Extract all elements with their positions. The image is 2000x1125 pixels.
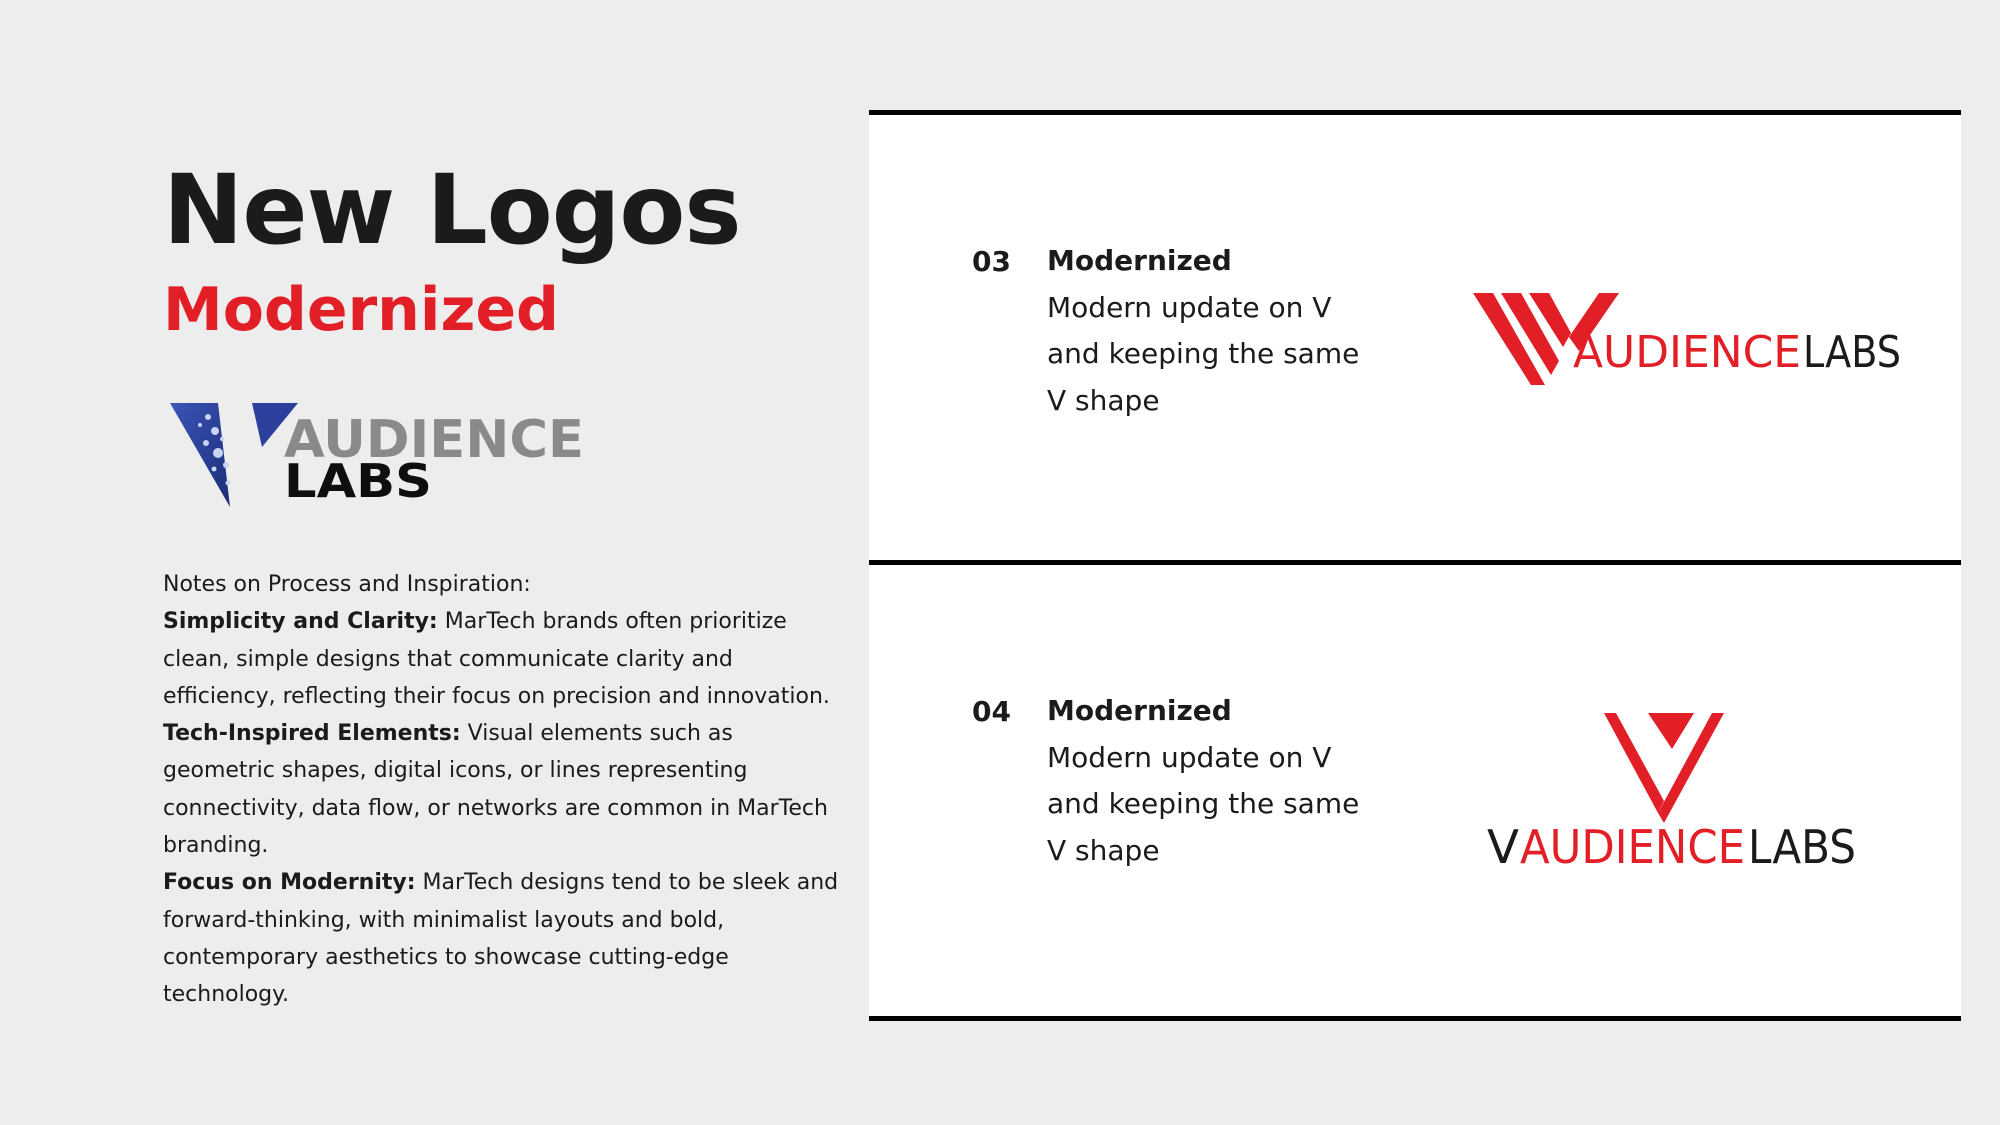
logo4-v-fill-icon [1648, 713, 1694, 749]
option-line: and keeping the same [1047, 787, 1360, 821]
page-subtitle: Modernized [163, 275, 560, 345]
logo3-word-labs: LABS [1803, 327, 1901, 378]
logo3-word-audience: AUDIENCE [1573, 327, 1801, 378]
option-number: 04 [972, 695, 1011, 728]
logo-option-04-panel [869, 560, 1961, 1021]
logo4-word-labs: LABS [1748, 820, 1856, 874]
option-line: Modern update on V [1047, 290, 1332, 324]
option-line: and keeping the same [1047, 337, 1360, 371]
option-line: V shape [1047, 834, 1160, 868]
logo4-v-left-icon [1604, 713, 1664, 813]
logo-option-04 [1484, 705, 1864, 875]
note-item-tech: Tech-Inspired Elements: Visual elements such as geometric shapes, digital icons, or lines representing connectivity, data flow, or networks are common in MarTech branding. [163, 721, 828, 859]
option-line: V shape [1047, 384, 1160, 418]
option-number: 03 [972, 245, 1011, 278]
option-heading: Modernized [1047, 694, 1232, 727]
logo-option-03 [1473, 285, 1903, 390]
logo-option-03-panel [869, 110, 1961, 565]
option-description [1047, 238, 1427, 425]
old-logo-word-labs: LABS [284, 454, 432, 508]
page-title: New Logos [163, 154, 741, 266]
old-audience-labs-logo [170, 395, 590, 515]
logo4-word-audience: AUDIENCE [1520, 820, 1745, 874]
note-item-modernity: Focus on Modernity: MarTech designs tend to be sleek and forward-thinking, with minimalist layouts and bold, contemporary aesthetics to showcase cutting-edge technology. [163, 870, 839, 1008]
logo4-word-v: V [1487, 820, 1520, 874]
note-item-simplicity: Simplicity and Clarity: MarTech brands often prioritize clean, simple designs that communicate clarity and efficiency, reflecting their focus on precision and innovation. [163, 609, 830, 709]
notes-intro: Notes on Process and Inspiration: [163, 572, 531, 597]
option-line: Modern update on V [1047, 740, 1332, 774]
option-description [1047, 688, 1427, 875]
option-heading: Modernized [1047, 244, 1232, 277]
old-logo-word-audience: AUDIENCE [284, 410, 584, 470]
process-notes [163, 566, 843, 1014]
